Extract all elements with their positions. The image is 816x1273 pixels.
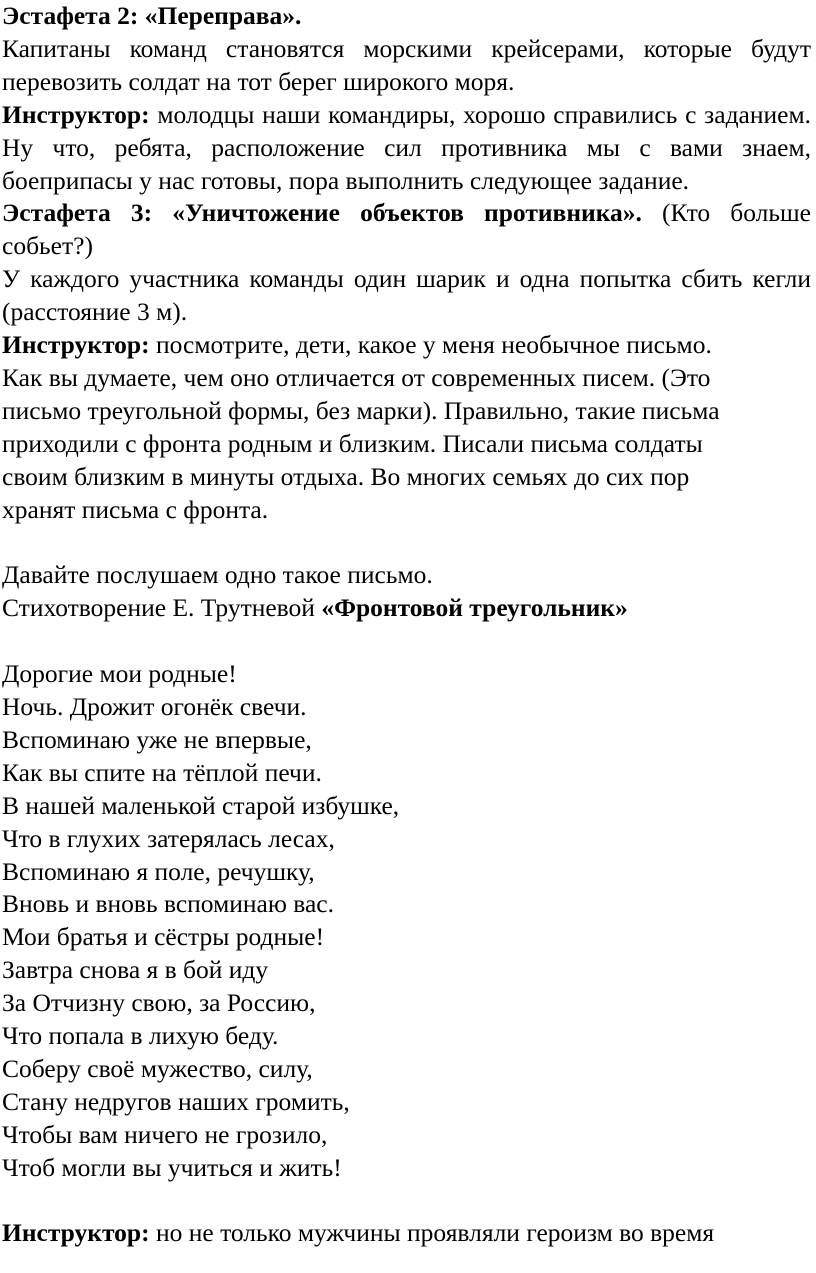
relay3-text: У каждого участника команды один шарик и одна попытка сбить кегли (расстояние 3 м). (2, 264, 811, 327)
poem-line: Вспоминаю я поле, речушку, (2, 856, 315, 886)
intro-poem-line (2, 592, 811, 625)
instructor2-line: письмо треугольной формы, без марки). Правильно, такие письма (2, 395, 720, 425)
instructor3-label: Инструктор: (2, 1218, 150, 1248)
poem-line: Стану недругов наших громить, (2, 1086, 350, 1116)
instructor2-line: хранят письма с фронта. (2, 494, 269, 524)
relay2-paragraph (2, 0, 811, 99)
poem-line: Ночь. Дрожит огонёк свечи. (2, 692, 307, 721)
relay3-heading: Эстафета 3: «Уничтожение объектов противника». (2, 198, 642, 228)
instructor2-paragraph (2, 329, 811, 526)
relay3-note: (Кто больше собьет?) (2, 198, 811, 261)
poem-line: За Отчизну свою, за Россию, (2, 988, 316, 1018)
instructor2-line: Как вы думаете, чем оно отличается от современных писем. (Это (2, 362, 711, 392)
poem-line: Мои братья и сёстры родные! (2, 922, 325, 952)
intro-paragraph (2, 559, 811, 625)
instructor3-text: но не только мужчины проявляли героизм во время (149, 1218, 715, 1248)
relay2-heading: Эстафета 2: «Переправа». (2, 1, 302, 30)
relay3-text-paragraph (2, 263, 811, 329)
instructor2-line: приходили с фронта родным и близким. Писали письма солдаты (2, 428, 703, 458)
poem-line: Вновь и вновь вспоминаю вас. (2, 889, 334, 919)
poem-line: Что в глухих затерялась лесах, (2, 823, 335, 853)
poem-title: «Фронтовой треугольник» (321, 593, 628, 623)
poem-line: Дорогие мои родные! (2, 659, 237, 689)
poem-line: Вспоминаю уже не впервые, (2, 724, 312, 754)
poem-line: Чтобы вам ничего не грозило, (2, 1119, 328, 1149)
instructor2-label: Инструктор: (2, 330, 150, 360)
instructor1-text: молодцы наши командиры, хорошо справились с заданием. Ну что, ребята, расположение сил противника мы с вами знаем, боеприпасы у нас готовы, пора выполнить следующее задание. (2, 99, 811, 195)
poem-line: В нашей маленькой старой избушке, (2, 790, 400, 820)
instructor3-paragraph (2, 1217, 811, 1250)
instructor3-line (2, 1217, 811, 1250)
poem-line: Завтра снова я в бой иду (2, 955, 269, 985)
poem-line: Как вы спите на тёплой печи. (2, 757, 322, 787)
blank-line (2, 527, 811, 560)
poem-prefix: Стихотворение Е. Трутневой (2, 593, 322, 623)
instructor2-line: Инструктор: посмотрите, дети, какое у меня необычное письмо. (2, 330, 712, 360)
poem-line: Соберу своё мужество, силу, (2, 1053, 313, 1083)
relay2-text: Капитаны команд становятся морскими крейсерами, которые будут перевозить солдат на тот берег широкого моря. (2, 33, 811, 96)
poem-line: Что попала в лихую беду. (2, 1021, 279, 1051)
relay3-paragraph (2, 197, 811, 263)
poem-line: Чтоб могли вы учиться и жить! (2, 1152, 342, 1182)
intro-listen: Давайте послушаем одно такое письмо. (2, 560, 433, 590)
blank-line (2, 625, 811, 658)
instructor1-paragraph (2, 99, 811, 198)
poem-stanza (2, 658, 811, 1185)
instructor2-line: своим близким в минуты отдыха. Во многих семьях до сих пор (2, 461, 690, 491)
blank-line (2, 1185, 811, 1218)
instructor1-label: Инструктор: (2, 99, 150, 129)
